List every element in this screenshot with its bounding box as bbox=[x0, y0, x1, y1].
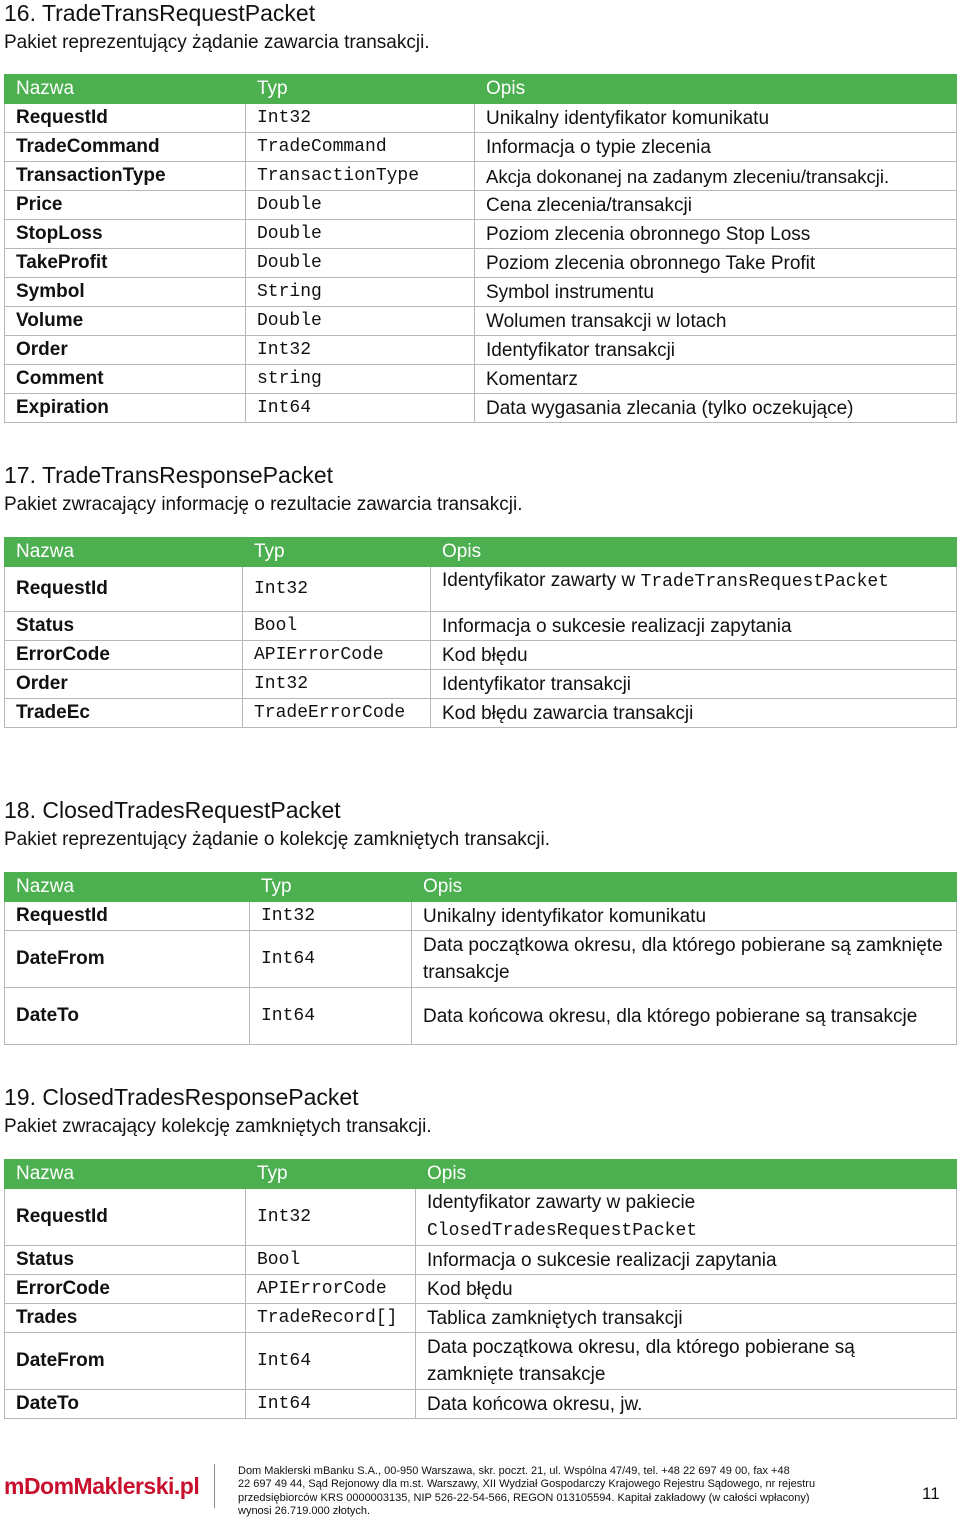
table-row bbox=[5, 133, 957, 162]
table-row bbox=[5, 612, 957, 641]
field-type: Int64 bbox=[250, 988, 412, 1045]
header-nazwa: Nazwa bbox=[5, 1160, 246, 1189]
field-type: Bool bbox=[246, 1246, 416, 1275]
field-desc: Data początkowa okresu, dla którego pobierane są zamknięte transakcje bbox=[412, 931, 957, 988]
field-desc: Kod błędu zawarcia transakcji bbox=[431, 699, 957, 728]
packet-type-ref: ClosedTradesRequestPacket bbox=[427, 1221, 698, 1241]
footer-line: wynosi 26.719.000 złotych. bbox=[238, 1505, 371, 1517]
field-name: Trades bbox=[5, 1304, 246, 1333]
field-type: Double bbox=[246, 191, 475, 220]
field-name: RequestId bbox=[5, 567, 243, 612]
field-name: Symbol bbox=[5, 278, 246, 307]
field-name: DateTo bbox=[5, 988, 250, 1045]
header-nazwa: Nazwa bbox=[5, 75, 246, 104]
field-desc: Data wygasania zlecania (tylko oczekujące) bbox=[475, 394, 957, 423]
packet-table-16 bbox=[4, 74, 957, 423]
field-name: DateFrom bbox=[5, 1333, 246, 1390]
table-header-row bbox=[5, 538, 957, 567]
field-type: Double bbox=[246, 307, 475, 336]
header-typ: Typ bbox=[250, 873, 412, 902]
field-type: TradeErrorCode bbox=[243, 699, 431, 728]
header-typ: Typ bbox=[246, 75, 475, 104]
field-desc: Unikalny identyfikator komunikatu bbox=[412, 902, 957, 931]
table-row bbox=[5, 365, 957, 394]
table-header-row bbox=[5, 873, 957, 902]
field-desc: Informacja o typie zlecenia bbox=[475, 133, 957, 162]
field-name: StopLoss bbox=[5, 220, 246, 249]
field-desc: Data początkowa okresu, dla którego pobierane są zamknięte transakcje bbox=[416, 1333, 957, 1390]
field-name: Order bbox=[5, 670, 243, 699]
section-desc-18: Pakiet reprezentujący żądanie o kolekcję zamkniętych transakcji. bbox=[4, 829, 550, 850]
field-desc: Poziom zlecenia obronnego Take Profit bbox=[475, 249, 957, 278]
field-desc: Wolumen transakcji w lotach bbox=[475, 307, 957, 336]
table-row bbox=[5, 1390, 957, 1419]
field-type: Int64 bbox=[246, 394, 475, 423]
field-name: Status bbox=[5, 1246, 246, 1275]
field-desc: Unikalny identyfikator komunikatu bbox=[475, 104, 957, 133]
header-opis: Opis bbox=[416, 1160, 957, 1189]
field-desc bbox=[431, 567, 957, 612]
field-type: Int64 bbox=[250, 931, 412, 988]
table-row bbox=[5, 902, 957, 931]
field-type: Int32 bbox=[243, 567, 431, 612]
field-name: RequestId bbox=[5, 1189, 246, 1246]
field-desc: Identyfikator transakcji bbox=[431, 670, 957, 699]
table-header-row bbox=[5, 75, 957, 104]
field-type: APIErrorCode bbox=[246, 1275, 416, 1304]
header-opis: Opis bbox=[431, 538, 957, 567]
table-row bbox=[5, 220, 957, 249]
field-type: Int32 bbox=[246, 104, 475, 133]
field-desc: Informacja o sukcesie realizacji zapytania bbox=[431, 612, 957, 641]
field-desc: Poziom zlecenia obronnego Stop Loss bbox=[475, 220, 957, 249]
field-type: Int64 bbox=[246, 1390, 416, 1419]
field-desc: Data końcowa okresu, jw. bbox=[416, 1390, 957, 1419]
table-row bbox=[5, 931, 957, 988]
table-row bbox=[5, 1304, 957, 1333]
footer-line: Dom Maklerski mBanku S.A., 00-950 Warszawa, skr. poczt. 21, ul. Wspólna 47/49, tel. +48 22 697 49 00, fax +48 bbox=[238, 1465, 790, 1477]
table-row bbox=[5, 670, 957, 699]
field-name: DateTo bbox=[5, 1390, 246, 1419]
header-typ: Typ bbox=[246, 1160, 416, 1189]
packet-table-18 bbox=[4, 872, 957, 1045]
field-type: TradeCommand bbox=[246, 133, 475, 162]
field-desc: Kod błędu bbox=[416, 1275, 957, 1304]
page-footer bbox=[0, 1458, 960, 1518]
table-row bbox=[5, 336, 957, 365]
field-desc: Akcja dokonanej na zadanym zleceniu/transakcji. bbox=[475, 162, 957, 191]
field-name: RequestId bbox=[5, 104, 246, 133]
field-name: TakeProfit bbox=[5, 249, 246, 278]
field-type: TradeRecord[] bbox=[246, 1304, 416, 1333]
field-name: ErrorCode bbox=[5, 641, 243, 670]
section-desc-16: Pakiet reprezentujący żądanie zawarcia transakcji. bbox=[4, 32, 430, 53]
field-desc-text: Identyfikator zawarty w pakiecie bbox=[427, 1192, 696, 1213]
field-name: Volume bbox=[5, 307, 246, 336]
field-desc: Data końcowa okresu, dla którego pobierane są transakcje bbox=[412, 988, 957, 1045]
table-row bbox=[5, 394, 957, 423]
section-title-17: 17. TradeTransResponsePacket bbox=[4, 462, 333, 488]
packet-type-ref: TradeTransRequestPacket bbox=[640, 572, 889, 592]
company-logo: mDomMaklerski.pl bbox=[4, 1473, 200, 1499]
field-desc: Komentarz bbox=[475, 365, 957, 394]
field-desc bbox=[416, 1189, 957, 1246]
field-type: Int64 bbox=[246, 1333, 416, 1390]
footer-line: 22 697 49 44, Sąd Rejonowy dla m.st. Warszawy, XII Wydział Gospodarczy Krajowego Rejestru Sądowego, nr rejestru bbox=[238, 1478, 816, 1490]
table-row bbox=[5, 1246, 957, 1275]
field-name: Price bbox=[5, 191, 246, 220]
table-row bbox=[5, 307, 957, 336]
field-name: Comment bbox=[5, 365, 246, 394]
field-type: String bbox=[246, 278, 475, 307]
field-name: Order bbox=[5, 336, 246, 365]
field-name: Status bbox=[5, 612, 243, 641]
field-type: Bool bbox=[243, 612, 431, 641]
section-title-18: 18. ClosedTradesRequestPacket bbox=[4, 797, 341, 823]
header-nazwa: Nazwa bbox=[5, 873, 250, 902]
field-desc: Kod błędu bbox=[431, 641, 957, 670]
footer-line: przedsiębiorców KRS 0000003135, NIP 526-22-54-566, REGON 013105594. Kapitał zakładowy (w całości wpłacony) bbox=[238, 1492, 810, 1504]
field-type: Int32 bbox=[246, 336, 475, 365]
table-row bbox=[5, 988, 957, 1045]
table-row bbox=[5, 699, 957, 728]
table-row bbox=[5, 249, 957, 278]
field-desc: Symbol instrumentu bbox=[475, 278, 957, 307]
header-nazwa: Nazwa bbox=[5, 538, 243, 567]
header-typ: Typ bbox=[243, 538, 431, 567]
table-row bbox=[5, 1275, 957, 1304]
field-desc: Identyfikator transakcji bbox=[475, 336, 957, 365]
table-row bbox=[5, 278, 957, 307]
section-title-19: 19. ClosedTradesResponsePacket bbox=[4, 1084, 359, 1110]
field-type: APIErrorCode bbox=[243, 641, 431, 670]
section-desc-19: Pakiet zwracający kolekcję zamkniętych transakcji. bbox=[4, 1116, 432, 1137]
field-type: Double bbox=[246, 220, 475, 249]
table-row bbox=[5, 191, 957, 220]
field-name: RequestId bbox=[5, 902, 250, 931]
field-desc: Informacja o sukcesie realizacji zapytania bbox=[416, 1246, 957, 1275]
page-number: 11 bbox=[922, 1484, 940, 1503]
field-type: TransactionType bbox=[246, 162, 475, 191]
table-header-row bbox=[5, 1160, 957, 1189]
header-opis: Opis bbox=[475, 75, 957, 104]
table-row bbox=[5, 162, 957, 191]
section-desc-17: Pakiet zwracający informację o rezultacie zawarcia transakcji. bbox=[4, 494, 523, 515]
table-row bbox=[5, 641, 957, 670]
field-type: string bbox=[246, 365, 475, 394]
section-title-16: 16. TradeTransRequestPacket bbox=[4, 0, 316, 26]
field-desc-text: Identyfikator zawarty w bbox=[442, 570, 641, 591]
field-desc: Tablica zamkniętych transakcji bbox=[416, 1304, 957, 1333]
header-opis: Opis bbox=[412, 873, 957, 902]
field-desc: Cena zlecenia/transakcji bbox=[475, 191, 957, 220]
field-name: TransactionType bbox=[5, 162, 246, 191]
table-row bbox=[5, 1333, 957, 1390]
field-type: Int32 bbox=[246, 1189, 416, 1246]
table-row bbox=[5, 104, 957, 133]
field-name: Expiration bbox=[5, 394, 246, 423]
field-type: Double bbox=[246, 249, 475, 278]
packet-table-19 bbox=[4, 1159, 957, 1419]
field-name: ErrorCode bbox=[5, 1275, 246, 1304]
field-type: Int32 bbox=[250, 902, 412, 931]
field-name: TradeCommand bbox=[5, 133, 246, 162]
field-type: Int32 bbox=[243, 670, 431, 699]
field-name: DateFrom bbox=[5, 931, 250, 988]
footer-divider bbox=[214, 1464, 215, 1508]
table-row bbox=[5, 1189, 957, 1246]
table-row bbox=[5, 567, 957, 612]
field-name: TradeEc bbox=[5, 699, 243, 728]
packet-table-17 bbox=[4, 537, 957, 728]
